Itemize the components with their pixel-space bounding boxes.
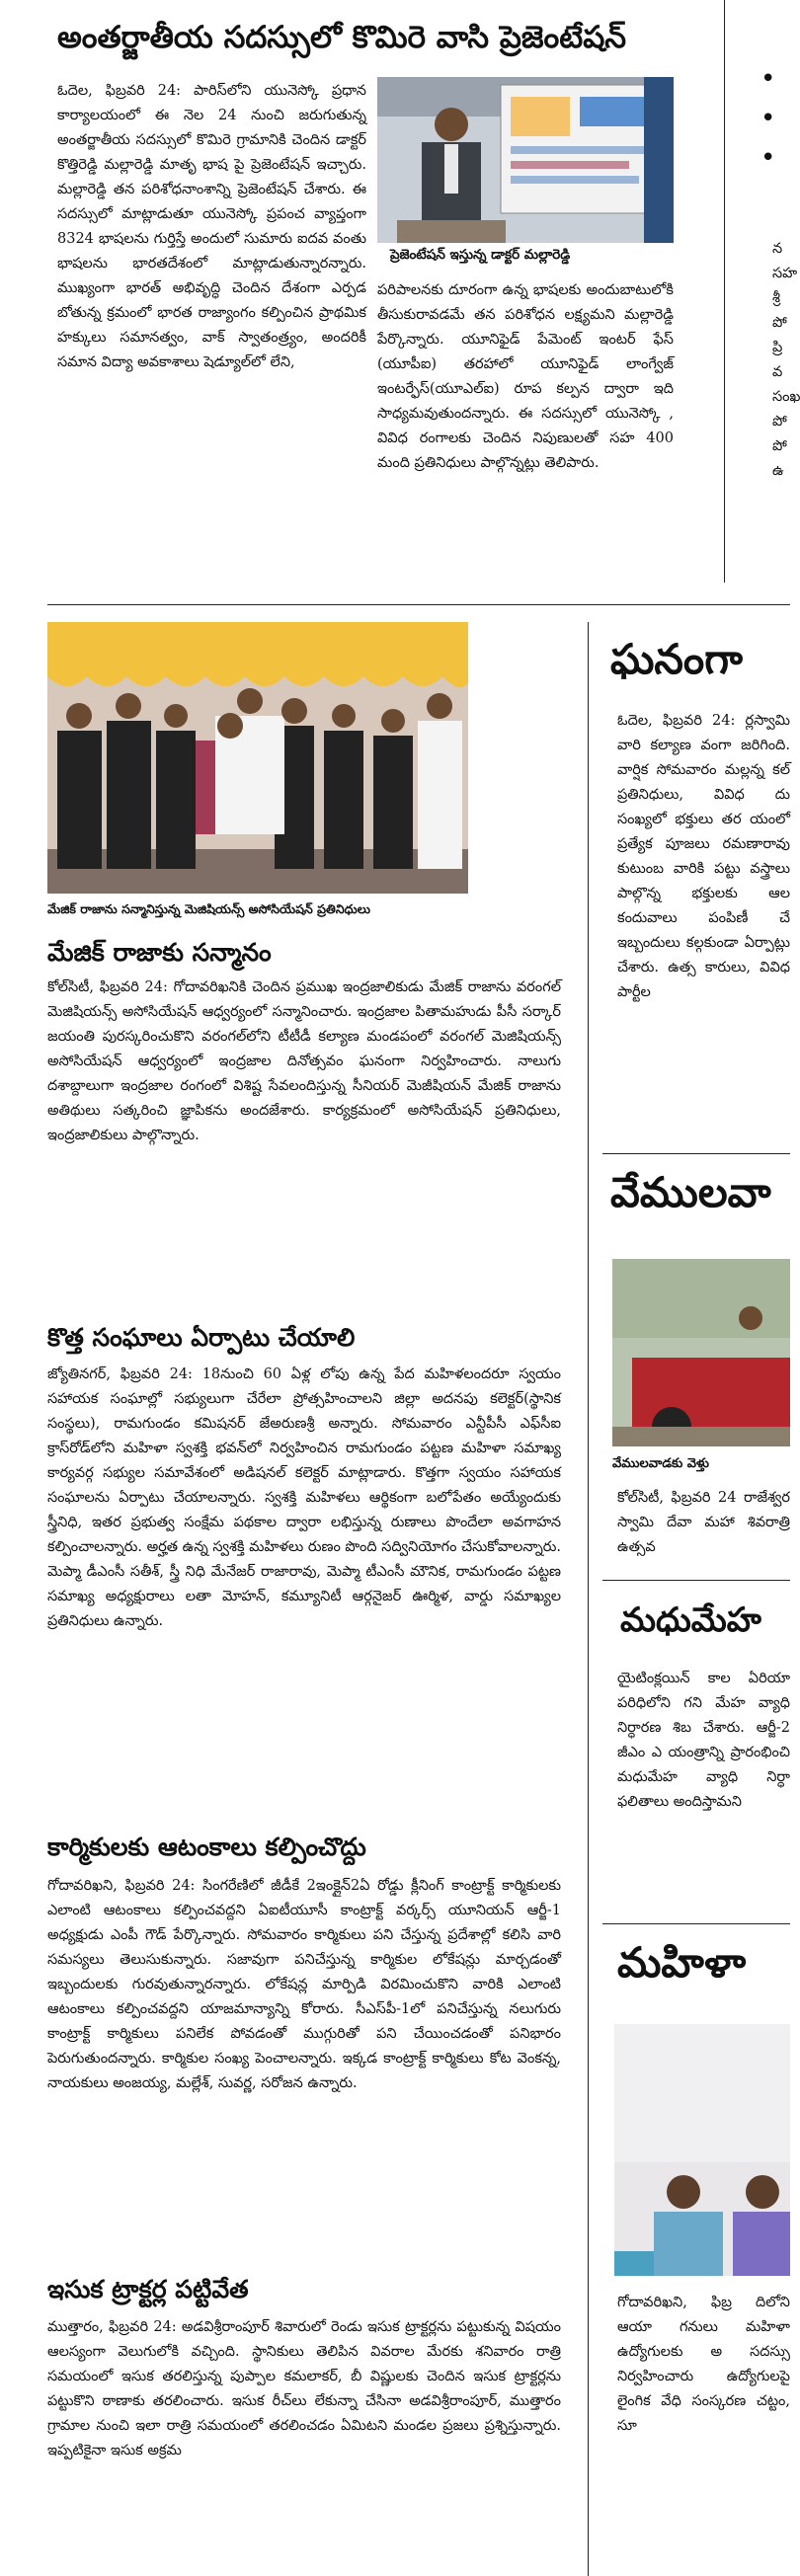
women-headline: మహిళా bbox=[617, 1938, 747, 1987]
workers-headline: కార్మికులకు ఆటంకాలు కల్పించొద్దు bbox=[47, 1833, 366, 1861]
bullet-1: • bbox=[760, 64, 776, 94]
unesco-body-text: ఓదెల, ఫిబ్రవరి 24: పారిస్‌లోని యునెస్కో ప్రధాన కార్యాలయంలో ఈ నెల 24 నుంచి జరుగుతున్న అంతర్జాతీయ సదస్సులో కొమిరె గ్రామానికి చెందిన డాక్టర్ కొత్తిరెడ్డి మల్లారెడ్డి మాతృ భాష పై ప్రెజెంటేషన్ ఇచ్చారు. మల్లారెడ్డి తన పరిశోధనాంశాన్ని ప్రెజెంటేషన్ చేశారు. ఈ సదస్సులో మాట్లాడుతూ యునెస్కో ప్రపంచ వ్యాప్తంగా 8324 భాషలను గుర్తిస్తే అందులో సుమారు ఐదవ వంతు భాషలను భారతదేశంలో మాట్లాడుతున్నారన్నారు. ముఖ్యంగా భారత్ అభివృద్ధి చెందిన దేశంగా ఎర్పడ బోతున్న క్రమంలో భారత రాజ్యాంగం కల్పించిన ప్రాథమిక హక్కులు సమానత్వం, వాక్ స్వాతంత్ర్యం, అందరికీ సమాన విద్యా అవకాశాలు షెడ్యూల్‌లో లేని, bbox=[57, 83, 366, 370]
groups-body: జ్యోతినగర్, ఫిబ్రవరి 24: 18నుంచి 60 ఏళ్ల లోపు ఉన్న పేద మహిళలందరూ స్వయం సహాయక సంఘాల్లో సభ్యులుగా చేరేలా ప్రోత్సహించాలని జిల్లా అదనపు కలెక్టర్(స్థానిక సంస్థలు), రామగుండం కమిషనర్ జేఅరుణశ్రీ అన్నారు. సోమవారం ఎన్టీపీసీ ఎఫ్‌సీఐ క్రాస్‌రోడ్‌లోని మహిళా స్వశక్తి భవన్‌లో నిర్వహించిన రామగుండం పట్టణ మహిళా సమాఖ్య కార్యవర్గ సభ్యుల సమావేశంలో అడిషనల్ కలెక్టర్ మాట్లాడారు. కొత్తగా స్వయం సహాయక సంఘాలను ఏర్పాటు చేయాలన్నారు. స్వశక్తి మహిళలు ఆర్థికంగా బలోపేతం అయ్యేందుకు స్త్రీనిధి, ఇతర ప్రభుత్వ సంక్షేమ పథకాల ద్వారా లభిస్తున్న రుణాలు పొందేలా అవగాహన కల్పించాలన్నారు. అర్హత ఉన్న స్వశక్తి మహిళలు రుణం పొంది సద్వినియోగం చేసుకోవాలన్నారు. మెప్మా డీఎంసీ సతీశ్, స్త్రీ నిధి మేనేజర్ రాజారావు, మెప్మా టీఎంసీ మౌనిక, రామగుండం పట్టణ సమాఖ్య అధ్యక్షురాలు లతా మోహన్, కమ్యూనిటీ ఆర్గనైజర్ ఊర్మిళ, వార్డు సమాఖ్యల ప్రతినిధులు ఉన్నారు. bbox=[47, 1366, 561, 1629]
right-bullet-list bbox=[760, 59, 790, 178]
vemulavada-body: కోల్‌సిటీ, ఫిబ్రవరి 24 రాజేశ్వర స్వామి దేవా మహా శివరాత్రి ఉత్సవ bbox=[617, 1490, 790, 1555]
right-divider-2 bbox=[602, 1580, 790, 1581]
section-divider bbox=[47, 604, 790, 605]
right-divider-1 bbox=[602, 1153, 790, 1154]
unesco-body-col1 bbox=[57, 79, 366, 583]
bullet-2: • bbox=[760, 104, 776, 133]
women-body: గోదావరిఖని, ఫిబ్ర దిలోని ఆయా గనులు మహిళా ఉద్యోగులకు అ సదస్సు నిర్వహించారు ఉద్యోగులపై లైంగిక వేధి సంస్కరణ చట్టం, సూ bbox=[617, 2295, 790, 2434]
right-partial-body: న సహ శ్రీ పో ప్రి వ సంఖ పో పో ఉ bbox=[772, 241, 800, 479]
right-divider-3 bbox=[602, 1923, 790, 1924]
magic-raja-photo-caption: మేజిక్ రాజాను సన్మానిస్తున్న మెజిషియన్స్ అసోసియేషన్ ప్రతినిధులు bbox=[47, 901, 370, 916]
presentation-photo bbox=[377, 77, 674, 243]
vemulavada-photo-caption: వేములవాడకు వెళ్తు bbox=[612, 1456, 709, 1471]
diabetes-headline: మధుమేహ bbox=[620, 1600, 761, 1640]
column-divider-right bbox=[588, 622, 589, 2576]
sand-headline: ఇసుక ట్రాక్టర్ల పట్టివేత bbox=[47, 2275, 249, 2303]
unesco-body-col2 bbox=[377, 278, 674, 583]
magic-raja-headline: మేజిక్ రాజాకు సన్మానం bbox=[47, 938, 272, 967]
diabetes-body: యైటింక్లయిన్ కాల ఏరియా పరిధిలోని గని మేహ వ్యాధి నిర్ధారణ శిబ చేశారు. ఆర్జీ-2 జీఎం ఎ యంత్రాన్ని ప్రారంభించి మధుమేహ వ్యాధి నిర్ధా ఫలితాలు అందిస్తామని bbox=[617, 1671, 790, 1810]
ghanam-body: ఓదెల, ఫిబ్రవరి 24: ర్లస్వామి వారి కల్యాణ వంగా జరిగింది. వార్షిక సోమవారం మల్లన్న కల్ ప్రతినిధులు, వివిధ దు సంఖ్యలో భక్తులు తర యంలో ప్రత్యేక పూజలు రమణారావు కుటుంబ వారికి పట్టు వస్త్రాలు పాల్గొన్న భక్తులకు ఆల కందువాలు పంపిణీ చే ఇబ్బందులు కల్గకుండా ఏర్పాట్లు చేశారు. ఉత్స కారులు, వివిధ పార్టీల bbox=[617, 713, 790, 1000]
magic-raja-body: కోల్‌సిటీ, ఫిబ్రవరి 24: గోదావరిఖనికి చెందిన ప్రముఖ ఇంద్రజాలికుడు మేజిక్ రాజాను వరంగల్ మెజిషియన్స్ అసోసియేషన్ ఆధ్వర్యంలో సన్మానించారు. ఇంద్రజాల పితామహుడు పీసీ సర్కార్ జయంతి పురస్కరించుకొని వరంగల్‌లోని టీటీడీ కల్యాణ మండపంలో వరంగల్ మెజిషియన్స్ అసోసియేషన్ ఆధ్వర్యంలో ఇంద్రజాల దినోత్సవం ఘనంగా నిర్వహించారు. నాలుగు దశాబ్దాలుగా ఇంద్రజాల రంగంలో విశిష్ట సేవలందిస్తున్న సీనియర్ మెజీషియన్ మేజిక్ రాజాను అతిథులు సత్కరించి జ్ఞాపికను అందజేశారు. కార్యక్రమంలో అసోసియేషన్ ప్రతినిధులు, ఇంద్రజాలికులు పాల్గొన్నారు. bbox=[47, 979, 561, 1143]
women-photo bbox=[614, 2024, 790, 2276]
unesco-body-text-continued: పరిపాలనకు దూరంగా ఉన్న భాషలకు అందుబాటులోకి తీసుకురావడమే తన పరిశోధన లక్ష్యమని మల్లారెడ్డి పేర్కొన్నారు. యూనిఫైడ్ పేమెంట్ ఇంటర్ ఫేస్ (యూపీఐ) తరహాలో యూనిఫైడ్ లాంగ్వేజ్ ఇంటర్ఫేస్(యూఎల్ఐ) రూప కల్పన ద్వారా ఇది సాధ్యమవుతుందన్నారు. ఈ సదస్సులో యునెస్కో , వివిధ రంగాలకు చెందిన నిపుణులతో సహ 400 మంది ప్రతినిధులు పాల్గొన్నట్లు తెలిపారు. bbox=[377, 282, 674, 471]
vemulavada-photo bbox=[612, 1259, 790, 1446]
presentation-photo-caption: ప్రెజెంటేషన్ ఇస్తున్న డాక్టర్ మల్లారెడ్డి bbox=[390, 247, 571, 263]
groups-headline: కొత్త సంఘాలు ఏర్పాటు చేయాలి bbox=[47, 1323, 356, 1352]
sand-body: ముత్తారం, ఫిబ్రవరి 24: అడవిశ్రీరాంపూర్ శివారులో రెండు ఇసుక ట్రాక్టర్లను పట్టుకున్న విషయం ఆలస్యంగా వెలుగులోకి వచ్చింది. స్థానికులు తెలిపిన వివరాల మేరకు శనివారం రాత్రి సమయంలో ఇసుక తరలిస్తున్న పుప్పాల కమలాకర్, బీ విష్ణులకు చెందిన ఇసుక ట్రాక్టర్లను పట్టుకొని ఠాణాకు తరలించారు. ఇసుక రీచ్‌లు లేకున్నా చేసినా అడవిశ్రీరాంపూర్, ముత్తారం గ్రామాల నుంచి ఇలా రాత్రి సమయంలో తరలించడం ఏమిటని మండల ప్రజలు ప్రశ్నిస్తున్నారు. ఇప్పటికైనా ఇసుక అక్రమ bbox=[47, 2319, 561, 2459]
workers-body: గోదావరిఖని, ఫిబ్రవరి 24: సింగరేణిలో జీడీకే 2ఇంక్లైన్‌2ఏ రోడ్డు క్లీనింగ్ కాంట్రాక్ట్ కార్మికులకు ఎలాంటి ఆటంకాలు కల్పించవద్దని ఏఐటీయూసీ కాంట్రాక్ట్ వర్కర్స్ యూనియన్ ఆర్జీ-1 అధ్యక్షుడు ఎంపీ గౌడ్ పేర్కొన్నారు. సోమవారం కార్మికులు పని చేస్తున్న ప్రదేశాల్లో కలిసి వారి సమస్యలు తెలుసుకున్నారు. సజావుగా పనిచేస్తున్న కార్మికుల లోకేషన్లు మార్చడంతో ఇబ్బందులకు గురవుతున్నారన్నారు. లోకేషన్ల మార్పిడి విరమించుకొని వారికి ఎలాంటి ఆటంకాలు కల్పించవద్దని యాజమాన్యాన్ని కోరారు. సీఎస్‌పీ-1లో పనిచేస్తున్న నలుగురు కాంట్రాక్ట్ కార్మికులు పనిలేక పోవడంతో ముగ్గురితో పని చేయించడంతో పనిభారం పెరుగుతుందన్నారు. కార్మికుల సంఖ్య పెంచాలన్నారు. ఇక్కడ కాంట్రాక్ట్ కార్మికులు కోట వెంకన్న, నాయకులు అంజయ్య, మల్లేశ్, సువర్ణ, సరోజన ఉన్నారు. bbox=[47, 1878, 561, 2091]
magic-raja-photo bbox=[47, 622, 468, 894]
column-divider bbox=[724, 0, 725, 583]
bullet-3: • bbox=[760, 143, 776, 173]
vemulavada-headline: వేములవా bbox=[610, 1168, 771, 1216]
ghanam-headline: ఘనంగా bbox=[610, 635, 743, 683]
unesco-headline: అంతర్జాతీయ సదస్సులో కొమిరె వాసి ప్రెజెంటేషన్ bbox=[57, 20, 627, 55]
